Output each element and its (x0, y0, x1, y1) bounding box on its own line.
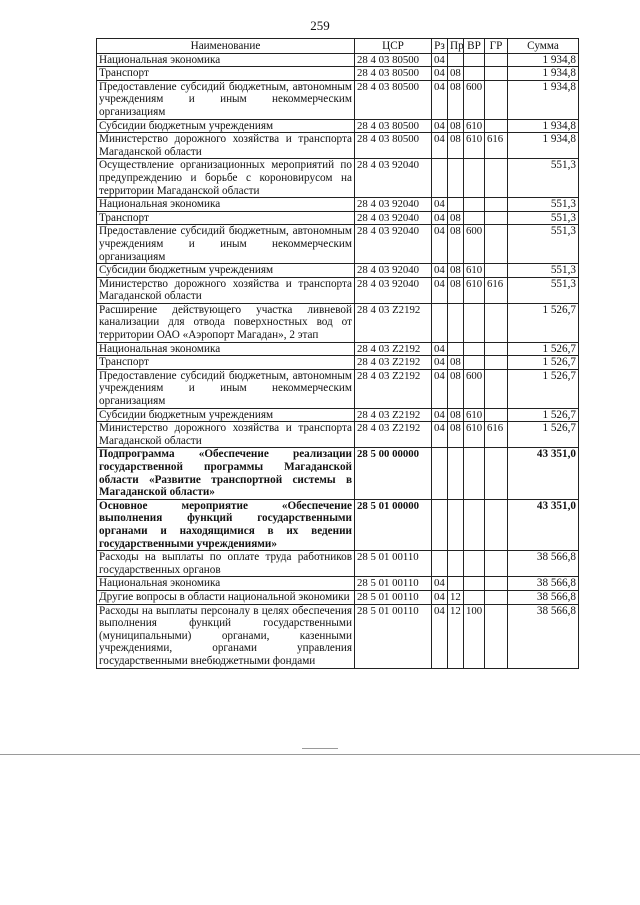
sum-cell: 1 526,7 (508, 303, 579, 342)
gr-cell (485, 67, 508, 81)
rz-cell (432, 303, 448, 342)
name-cell: Субсидии бюджетным учреждениям (97, 119, 355, 133)
gr-cell (485, 198, 508, 212)
table-row (97, 422, 579, 448)
gr-cell: 616 (485, 277, 508, 303)
gr-cell (485, 80, 508, 119)
rz-cell: 04 (432, 198, 448, 212)
table-row (97, 159, 579, 198)
rz-cell (432, 448, 448, 499)
header-csr: ЦСР (355, 39, 432, 54)
name-cell: Предоставление субсидий бюджетным, автономным учреждениям и иным некоммерческим организациям (97, 369, 355, 408)
sum-cell: 43 351,0 (508, 448, 579, 499)
pr-cell (448, 448, 464, 499)
vr-cell: 600 (464, 225, 485, 264)
gr-cell (485, 499, 508, 550)
name-cell: Национальная экономика (97, 577, 355, 591)
csr-cell: 28 4 03 Z2192 (355, 422, 432, 448)
vr-cell (464, 577, 485, 591)
sum-cell: 1 934,8 (508, 119, 579, 133)
rz-cell: 04 (432, 264, 448, 278)
sum-cell: 1 526,7 (508, 369, 579, 408)
name-cell: Расходы на выплаты персоналу в целях обеспечения выполнения функций государственными (муниципальными) органами, казенными учреждениями, органами управления государственными внебюджетными фондами (97, 604, 355, 668)
table-row (97, 303, 579, 342)
vr-cell (464, 551, 485, 577)
vr-cell: 100 (464, 604, 485, 668)
name-cell: Транспорт (97, 211, 355, 225)
header-vr: ВР (464, 39, 485, 54)
table-row (97, 577, 579, 591)
vr-cell (464, 499, 485, 550)
footer-rule (0, 754, 640, 755)
gr-cell (485, 342, 508, 356)
vr-cell: 600 (464, 80, 485, 119)
pr-cell: 08 (448, 369, 464, 408)
name-cell: Национальная экономика (97, 342, 355, 356)
pr-cell (448, 499, 464, 550)
csr-cell: 28 5 00 00000 (355, 448, 432, 499)
table-row (97, 264, 579, 278)
csr-cell: 28 4 03 80500 (355, 133, 432, 159)
pr-cell: 12 (448, 604, 464, 668)
gr-cell (485, 225, 508, 264)
pr-cell: 08 (448, 133, 464, 159)
pr-cell: 08 (448, 277, 464, 303)
gr-cell (485, 356, 508, 370)
gr-cell (485, 159, 508, 198)
table-row (97, 356, 579, 370)
gr-cell (485, 53, 508, 67)
rz-cell: 04 (432, 369, 448, 408)
sum-cell: 1 526,7 (508, 422, 579, 448)
name-cell: Транспорт (97, 356, 355, 370)
csr-cell: 28 4 03 Z2192 (355, 356, 432, 370)
gr-cell: 616 (485, 422, 508, 448)
name-cell: Транспорт (97, 67, 355, 81)
csr-cell: 28 4 03 Z2192 (355, 342, 432, 356)
gr-cell (485, 369, 508, 408)
pr-cell: 08 (448, 408, 464, 422)
sum-cell: 551,3 (508, 198, 579, 212)
gr-cell (485, 211, 508, 225)
table-row (97, 408, 579, 422)
pr-cell: 08 (448, 225, 464, 264)
page-number: 259 (310, 18, 330, 33)
csr-cell: 28 4 03 Z2192 (355, 369, 432, 408)
name-cell: Министерство дорожного хозяйства и транспорта Магаданской области (97, 133, 355, 159)
rz-cell: 04 (432, 590, 448, 604)
pr-cell (448, 159, 464, 198)
rz-cell (432, 499, 448, 550)
table-row (97, 198, 579, 212)
pr-cell (448, 198, 464, 212)
csr-cell: 28 4 03 80500 (355, 53, 432, 67)
table-row (97, 80, 579, 119)
name-cell: Подпрограмма «Обеспечение реализации государственной программы Магаданской области «Развитие транспортной системы в Магаданской области» (97, 448, 355, 499)
name-cell: Предоставление субсидий бюджетным, автономным учреждениям и иным некоммерческим организациям (97, 225, 355, 264)
vr-cell: 610 (464, 133, 485, 159)
sum-cell: 551,3 (508, 159, 579, 198)
table-row (97, 604, 579, 668)
name-cell: Национальная экономика (97, 198, 355, 212)
csr-cell: 28 5 01 00110 (355, 577, 432, 591)
rz-cell: 04 (432, 277, 448, 303)
name-cell: Министерство дорожного хозяйства и транспорта Магаданской области (97, 277, 355, 303)
gr-cell (485, 590, 508, 604)
rz-cell (432, 551, 448, 577)
gr-cell: 616 (485, 133, 508, 159)
rz-cell: 04 (432, 422, 448, 448)
vr-cell: 610 (464, 422, 485, 448)
vr-cell (464, 356, 485, 370)
rz-cell: 04 (432, 211, 448, 225)
rz-cell: 04 (432, 53, 448, 67)
vr-cell: 610 (464, 408, 485, 422)
rz-cell: 04 (432, 408, 448, 422)
table-row (97, 133, 579, 159)
pr-cell: 08 (448, 422, 464, 448)
pr-cell: 08 (448, 211, 464, 225)
name-cell: Основное мероприятие «Обеспечение выполнения функций государственными органами и находящимися в их ведении государственными учреждениями» (97, 499, 355, 550)
rz-cell: 04 (432, 604, 448, 668)
pr-cell: 12 (448, 590, 464, 604)
gr-cell (485, 577, 508, 591)
vr-cell: 610 (464, 264, 485, 278)
csr-cell: 28 5 01 00110 (355, 604, 432, 668)
gr-cell (485, 408, 508, 422)
vr-cell: 600 (464, 369, 485, 408)
header-sum: Сумма (508, 39, 579, 54)
table-row (97, 369, 579, 408)
footer-short-rule (302, 748, 338, 749)
vr-cell (464, 211, 485, 225)
sum-cell: 551,3 (508, 225, 579, 264)
vr-cell (464, 342, 485, 356)
sum-cell: 551,3 (508, 264, 579, 278)
csr-cell: 28 4 03 Z2192 (355, 408, 432, 422)
table-row (97, 590, 579, 604)
pr-cell: 08 (448, 264, 464, 278)
rz-cell: 04 (432, 577, 448, 591)
name-cell: Субсидии бюджетным учреждениям (97, 408, 355, 422)
rz-cell: 04 (432, 80, 448, 119)
sum-cell: 1 526,7 (508, 342, 579, 356)
sum-cell: 1 934,8 (508, 53, 579, 67)
name-cell: Предоставление субсидий бюджетным, автономным учреждениям и иным некоммерческим организациям (97, 80, 355, 119)
vr-cell: 610 (464, 277, 485, 303)
vr-cell (464, 448, 485, 499)
pr-cell: 08 (448, 67, 464, 81)
rz-cell: 04 (432, 342, 448, 356)
table-header-row (97, 39, 579, 54)
vr-cell (464, 159, 485, 198)
table-row (97, 342, 579, 356)
name-cell: Субсидии бюджетным учреждениям (97, 264, 355, 278)
vr-cell (464, 53, 485, 67)
sum-cell: 38 566,8 (508, 577, 579, 591)
name-cell: Расширение действующего участка ливневой канализации для отвода поверхностных вод от территории ОАО «Аэропорт Магадан», 2 этап (97, 303, 355, 342)
pr-cell: 08 (448, 80, 464, 119)
pr-cell (448, 551, 464, 577)
sum-cell: 1 934,8 (508, 67, 579, 81)
table-row (97, 551, 579, 577)
gr-cell (485, 264, 508, 278)
name-cell: Осуществление организационных мероприятий по предупреждению и борьбе с короновирусом на территории Магаданской области (97, 159, 355, 198)
csr-cell: 28 5 01 00110 (355, 590, 432, 604)
csr-cell: 28 5 01 00110 (355, 551, 432, 577)
rz-cell: 04 (432, 356, 448, 370)
pr-cell: 08 (448, 119, 464, 133)
name-cell: Национальная экономика (97, 53, 355, 67)
sum-cell: 38 566,8 (508, 604, 579, 668)
header-pr: Пр (448, 39, 464, 54)
header-gr: ГР (485, 39, 508, 54)
csr-cell: 28 4 03 80500 (355, 119, 432, 133)
table-row (97, 53, 579, 67)
sum-cell: 1 526,7 (508, 408, 579, 422)
pr-cell (448, 342, 464, 356)
csr-cell: 28 4 03 92040 (355, 277, 432, 303)
pr-cell (448, 303, 464, 342)
sum-cell: 1 526,7 (508, 356, 579, 370)
rz-cell (432, 159, 448, 198)
pr-cell (448, 53, 464, 67)
gr-cell (485, 119, 508, 133)
table-row (97, 225, 579, 264)
csr-cell: 28 4 03 Z2192 (355, 303, 432, 342)
vr-cell: 610 (464, 119, 485, 133)
pr-cell: 08 (448, 356, 464, 370)
vr-cell (464, 590, 485, 604)
table-body (97, 53, 579, 668)
csr-cell: 28 4 03 92040 (355, 264, 432, 278)
table-row (97, 448, 579, 499)
gr-cell (485, 448, 508, 499)
rz-cell: 04 (432, 225, 448, 264)
csr-cell: 28 4 03 92040 (355, 159, 432, 198)
csr-cell: 28 5 01 00000 (355, 499, 432, 550)
name-cell: Другие вопросы в области национальной экономики (97, 590, 355, 604)
sum-cell: 1 934,8 (508, 80, 579, 119)
header-rz: Рз (432, 39, 448, 54)
gr-cell (485, 303, 508, 342)
sum-cell: 38 566,8 (508, 551, 579, 577)
rz-cell: 04 (432, 133, 448, 159)
vr-cell (464, 67, 485, 81)
gr-cell (485, 604, 508, 668)
sum-cell: 43 351,0 (508, 499, 579, 550)
vr-cell (464, 198, 485, 212)
csr-cell: 28 4 03 92040 (355, 198, 432, 212)
vr-cell (464, 303, 485, 342)
table-row (97, 119, 579, 133)
rz-cell: 04 (432, 67, 448, 81)
table-row (97, 211, 579, 225)
sum-cell: 551,3 (508, 277, 579, 303)
name-cell: Министерство дорожного хозяйства и транспорта Магаданской области (97, 422, 355, 448)
table-row (97, 277, 579, 303)
budget-table (96, 38, 579, 669)
table-row (97, 499, 579, 550)
csr-cell: 28 4 03 92040 (355, 225, 432, 264)
rz-cell: 04 (432, 119, 448, 133)
name-cell: Расходы на выплаты по оплате труда работников государственных органов (97, 551, 355, 577)
pr-cell (448, 577, 464, 591)
csr-cell: 28 4 03 80500 (355, 67, 432, 81)
csr-cell: 28 4 03 80500 (355, 80, 432, 119)
csr-cell: 28 4 03 92040 (355, 211, 432, 225)
header-name: Наименование (97, 39, 355, 54)
sum-cell: 1 934,8 (508, 133, 579, 159)
table-row (97, 67, 579, 81)
sum-cell: 38 566,8 (508, 590, 579, 604)
sum-cell: 551,3 (508, 211, 579, 225)
gr-cell (485, 551, 508, 577)
